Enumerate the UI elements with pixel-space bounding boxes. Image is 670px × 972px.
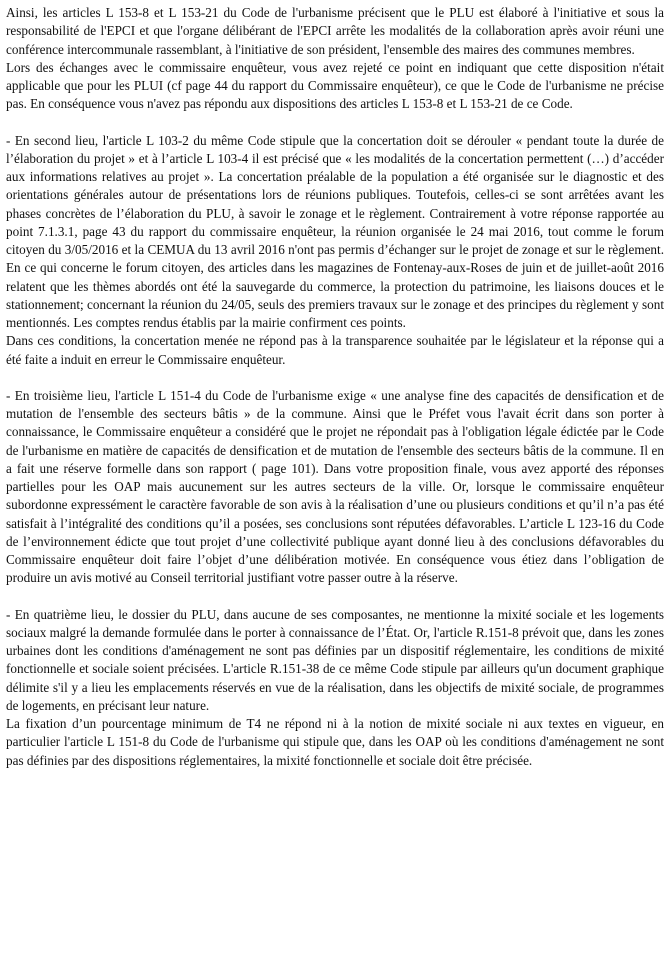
paragraph: Dans ces conditions, la concertation menée ne répond pas à la transparence souhaitée par le législateur et la réponse qui a été faite a induit en erreur le Commissaire enquêteur. bbox=[6, 333, 664, 367]
paragraph-spacer bbox=[6, 369, 664, 387]
paragraph: - En second lieu, l'article L 103-2 du même Code stipule que la concertation doit se dérouler « pendant toute la durée de l’élaboration du projet » et à l’article L 103-4 il est précisé que « les modalités de la concertation permettent (…) d’accéder aux informations relatives au projet ». La concertation préalable de la population a été organisée sur le diagnostic et des orientations générales autour de présentations lors de réunions publiques. Toutefois, celles-ci se sont arrêtées avant les phases concrètes de l’élaboration du PLU, à savoir le zonage et le règlement. Contrairement à votre réponse rapportée au point 7.1.3.1, page 43 du rapport du commissaire enquêteur, la réunion organisée le 24 mai 2016, tout comme le forum citoyen du 3/05/2016 et la CEMUA du 13 avril 2016 n'ont pas permis d’échanger sur le projet de zonage et sur le règlement. En ce qui concerne le forum citoyen, des articles dans les magazines de Fontenay-aux-Roses de juin et de juillet-août 2016 relatent que les thèmes abordés ont été la sauvegarde du commerce, la protection du patrimoine, les liaisons douces et le stationnement; concernant la réunion du 24/05, seuls des premiers travaux sur le zonage et des principes du règlement y sont mentionnés. Les comptes rendus établis par la mairie confirment ces points. bbox=[6, 132, 664, 330]
section-second-point-concertation bbox=[6, 132, 664, 369]
paragraph: Ainsi, les articles L 153-8 et L 153-21 du Code de l'urbanisme précisent que le PLU est élaboré à l'initiative et sous la responsabilité de l'EPCI et que l'organe délibérant de l'EPCI arrête les modalités de la collaboration après avoir réuni une conférence intercommunale rassemblant, à l'initiative de son président, l'ensemble des maires des communes membres. bbox=[6, 5, 664, 57]
section-article-l153 bbox=[6, 4, 664, 114]
paragraph-spacer bbox=[6, 588, 664, 606]
section-fourth-point-mixite-sociale bbox=[6, 606, 664, 770]
paragraph: La fixation d’un pourcentage minimum de T4 ne répond ni à la notion de mixité sociale ni aux textes en vigueur, en particulier l'article L 151-8 du Code de l'urbanisme qui stipule que, dans les OAP où les conditions d'aménagement ne sont pas définies par des dispositions réglementaires, la mixité fonctionnelle et sociale doit être précisée. bbox=[6, 716, 664, 768]
section-third-point-densification bbox=[6, 387, 664, 588]
paragraph: - En quatrième lieu, le dossier du PLU, dans aucune de ses composantes, ne mentionne la mixité sociale et les logements sociaux malgré la demande formulée dans le porter à connaissance de l’État. Or, l'article R.151-8 prévoit que, dans les zones urbaines dont les conditions d'aménagement ne sont pas définies par un dispositif réglementaire, les conditions de mixité fonctionnelle et sociale soient précisées. L'article R.151-38 de ce même Code stipule par ailleurs qu'un document graphique délimite s'il y a lieu les emplacements réservés en vue de la réalisation, dans les objectifs de mixité sociale, de programmes de logements, en précisant leur nature. bbox=[6, 606, 664, 713]
paragraph-spacer bbox=[6, 114, 664, 132]
paragraph: Lors des échanges avec le commissaire enquêteur, vous avez rejeté ce point en indiquant que cette disposition n'était applicable que pour les PLUI (cf page 44 du rapport du Commissaire enquêteur), ce que le Code de l'urbanisme ne précise pas. En conséquence vous n'avez pas répondu aux dispositions des articles L 153-8 et L 153-21 de ce Code. bbox=[6, 59, 664, 112]
paragraph: - En troisième lieu, l'article L 151-4 du Code de l'urbanisme exige « une analyse fine des capacités de densification et de mutation de l'ensemble des secteurs bâtis » de la commune. Ainsi que le Préfet vous l'avait écrit dans son porter à connaissance, le Commissaire enquêteur a considéré que le projet ne répondait pas à l'obligation légale édictée par le Code de l'urbanisme en matière de capacités de densification et de mutation de l'ensemble des secteurs bâtis de la commune. Il en a fait une réserve formelle dans son rapport ( page 101). Dans votre proposition finale, vous avez apporté des réponses partielles pour les OAP mais aucunement sur les autres secteurs de la ville. Or, lorsque le commissaire enquêteur subordonne expressément le caractère favorable de son avis à la réalisation d’une ou plusieurs conditions et qu’il n’a pas été satisfait à l’intégralité des conditions qu’il a posées, ses conclusions sont réputées défavorables. L’article L 123-16 du Code de l’environnement édicte que tout projet d’une collectivité publique ayant donné lieu à des conclusions défavorables du Commissaire enquêteur doit faire l’objet d’une délibération motivée. En conséquence vous étiez dans l’obligation de produire un avis motivé au Conseil territorial justifiant votre passer outre à la réserve. bbox=[6, 387, 664, 586]
